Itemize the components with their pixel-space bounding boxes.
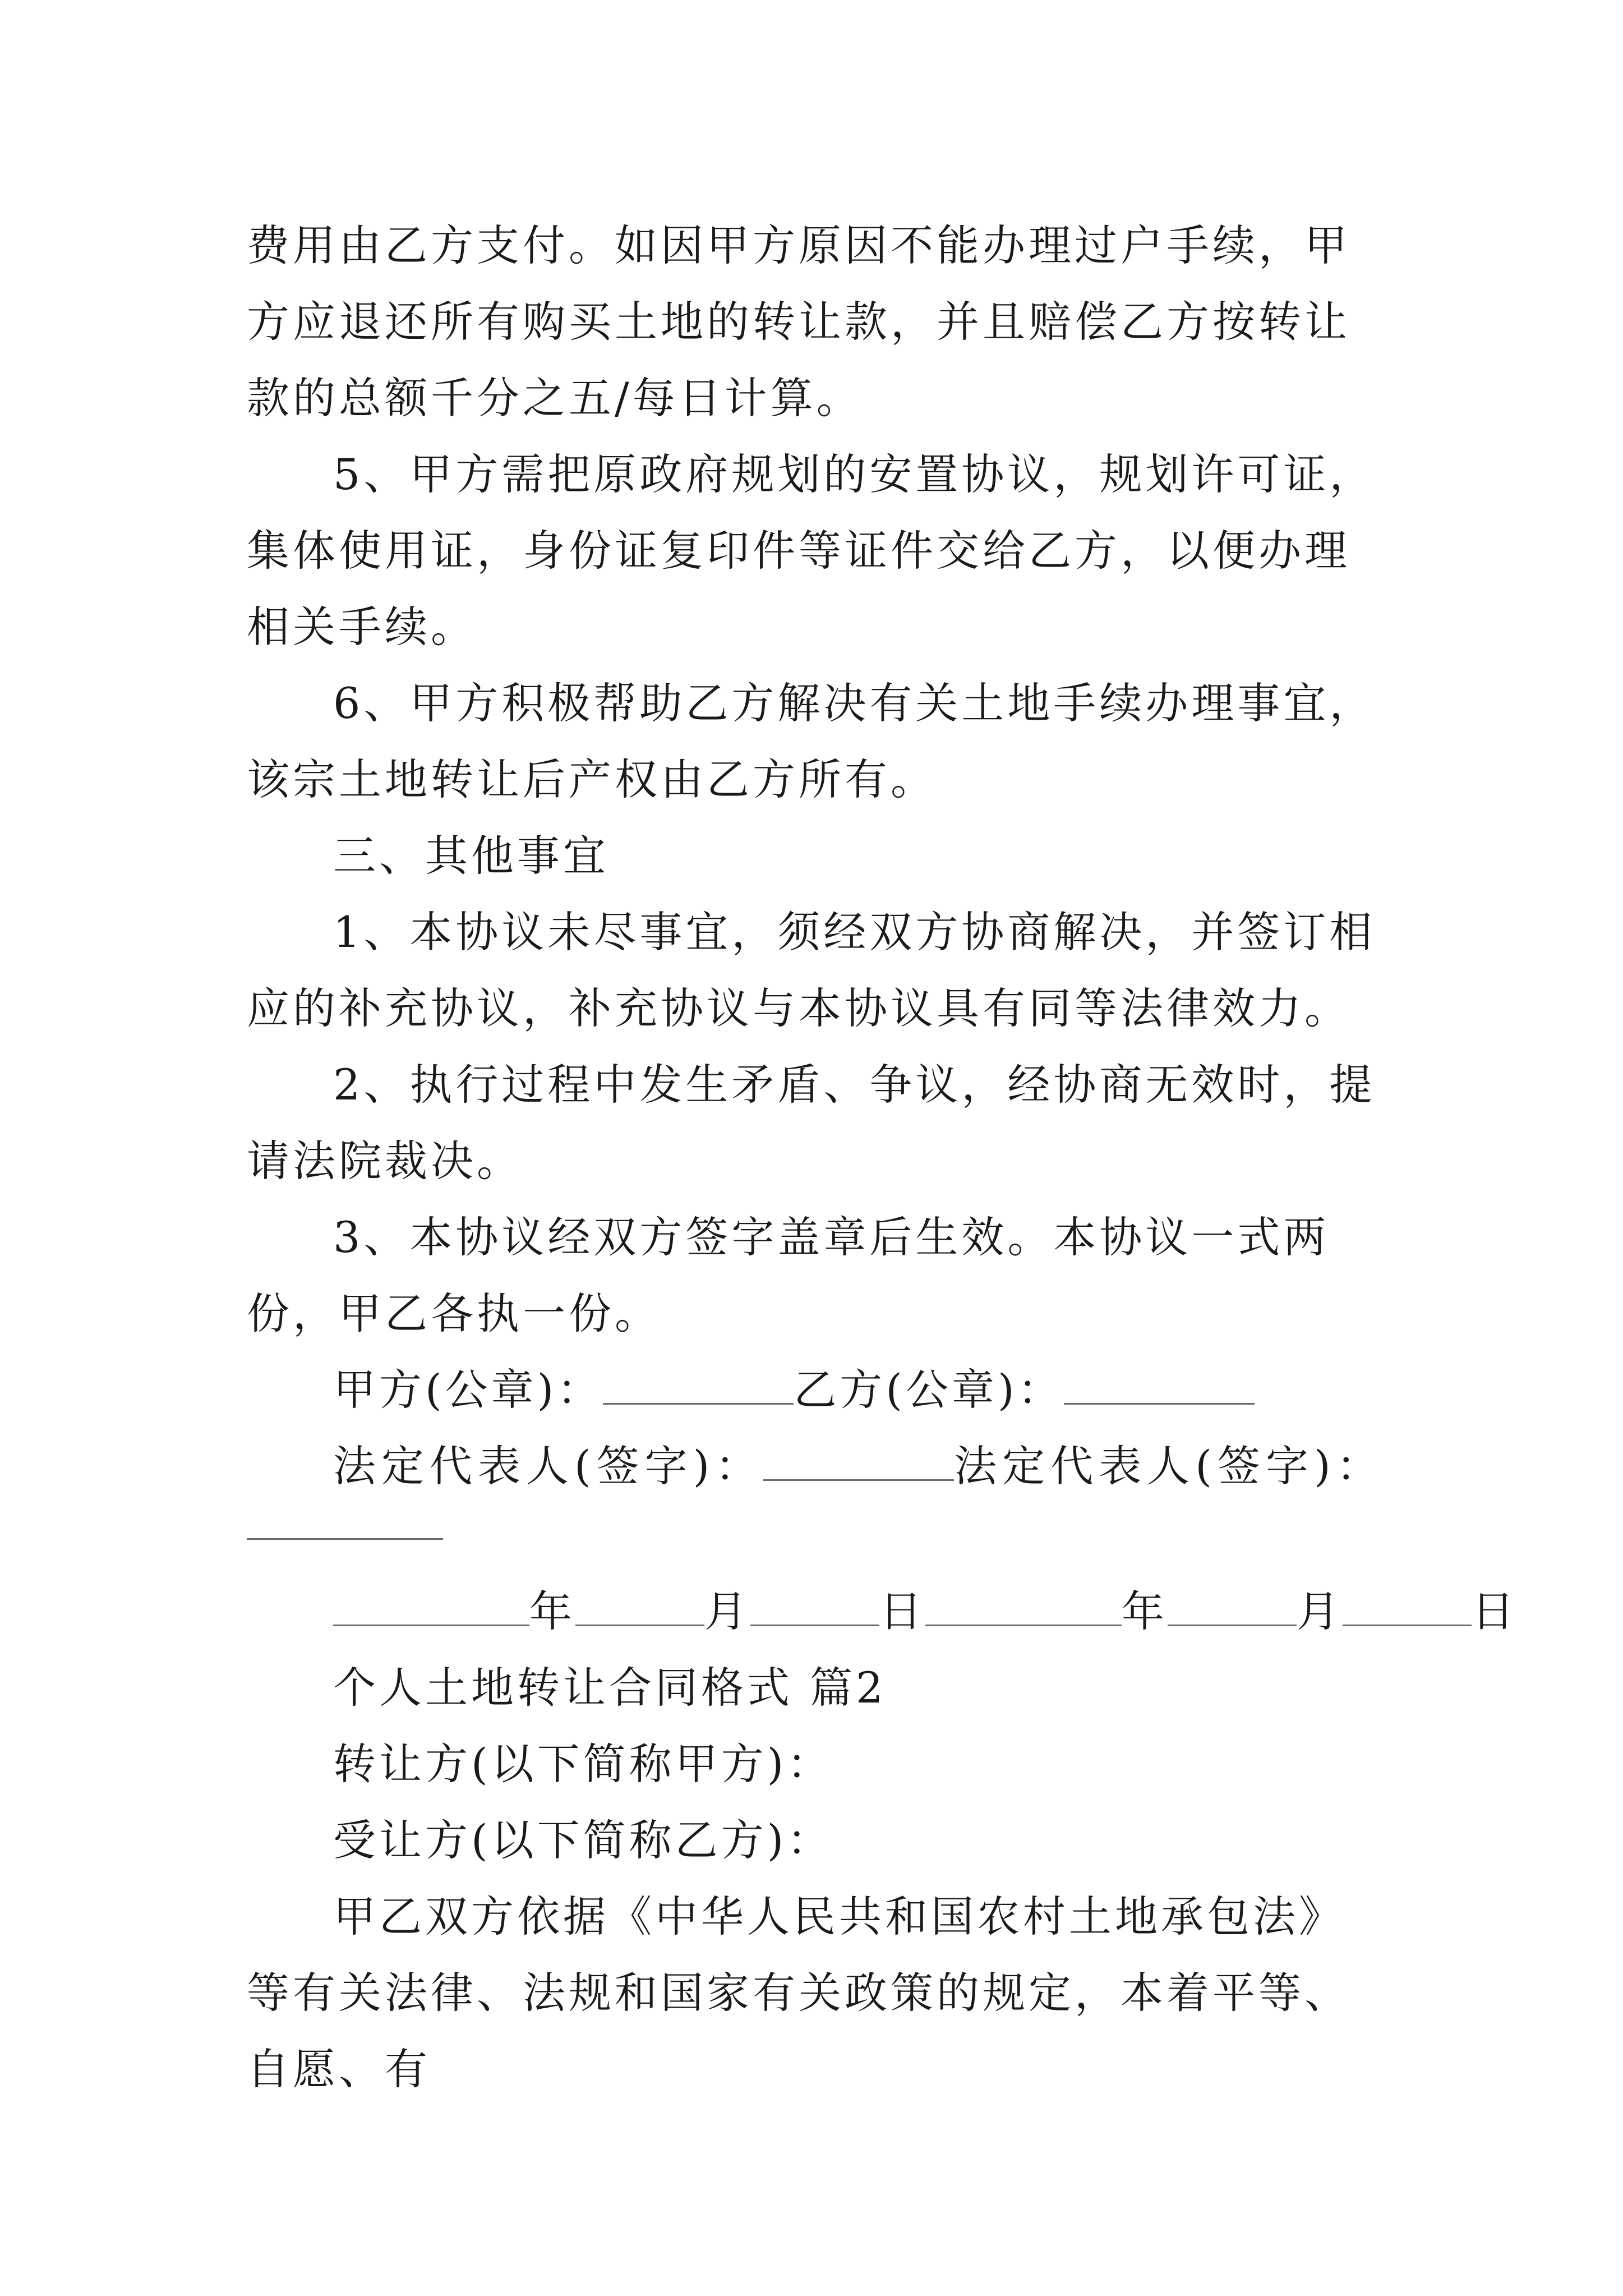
year-label-a: 年	[529, 1586, 575, 1636]
day-blank-b	[1343, 1585, 1472, 1626]
seal-line	[333, 1352, 1380, 1428]
representative-line	[333, 1428, 1385, 1504]
paragraph-other-3: 3、本协议经双方签字盖章后生效。本协议一式两份，甲乙各执一份。	[247, 1212, 1330, 1338]
section-title-part-2: 个人土地转让合同格式 篇2	[333, 1663, 887, 1713]
rep-b-blank	[247, 1504, 443, 1540]
year-blank-a	[333, 1585, 529, 1626]
party-a-seal-label: 甲方(公章)：	[333, 1365, 603, 1415]
month-blank-a	[575, 1585, 704, 1626]
month-label-a: 月	[704, 1586, 750, 1636]
party-a-seal-blank	[603, 1364, 794, 1405]
paragraph-basis: 甲乙双方依据《中华人民共和国农村土地承包法》等有关法律、法规和国家有关政策的规定，本着平等、自愿、有	[247, 1892, 1350, 2094]
document-page	[247, 208, 1518, 2108]
year-label-b: 年	[1122, 1586, 1168, 1636]
day-blank-a	[750, 1585, 879, 1626]
paragraph-item-5: 5、甲方需把原政府规划的安置协议，规划许可证，集体使用证，身份证复印件等证件交给乙方，以便办理相关手续。	[247, 449, 1376, 652]
body-text-bottom	[247, 1650, 1380, 2108]
body-text-top	[247, 208, 1380, 1352]
month-label-b: 月	[1297, 1586, 1343, 1636]
rep-b-label: 法定代表人(签字)：	[954, 1441, 1385, 1491]
party-b-seal-label: 乙方(公章)：	[794, 1365, 1064, 1415]
day-label-a: 日	[879, 1586, 925, 1636]
paragraph-1: 费用由乙方支付。如因甲方原因不能办理过户手续，甲方应退还所有购买土地的转让款，并且赔偿乙方按转让款的总额千分之五/每日计算。	[247, 220, 1350, 423]
section-heading-other-matters: 三、其他事宜	[333, 831, 609, 881]
paragraph-other-2: 2、执行过程中发生矛盾、争议，经协商无效时，提请法院裁决。	[247, 1060, 1376, 1186]
transferor-line: 转让方(以下简称甲方)：	[333, 1739, 833, 1789]
year-blank-b	[925, 1585, 1122, 1626]
party-b-seal-blank	[1064, 1364, 1255, 1405]
rep-a-label: 法定代表人(签字)：	[333, 1441, 764, 1491]
day-label-b: 日	[1472, 1586, 1518, 1636]
month-blank-b	[1168, 1585, 1297, 1626]
transferee-line: 受让方(以下简称乙方)：	[333, 1815, 833, 1865]
rep-a-blank	[763, 1440, 954, 1481]
paragraph-other-1: 1、本协议未尽事宜，须经双方协商解决，并签订相应的补充协议，补充协议与本协议具有同等法律效力。	[247, 907, 1376, 1033]
paragraph-item-6: 6、甲方积极帮助乙方解决有关土地手续办理事宜，该宗土地转让后产权由乙方所有。	[247, 678, 1376, 804]
date-line	[333, 1573, 1518, 1650]
